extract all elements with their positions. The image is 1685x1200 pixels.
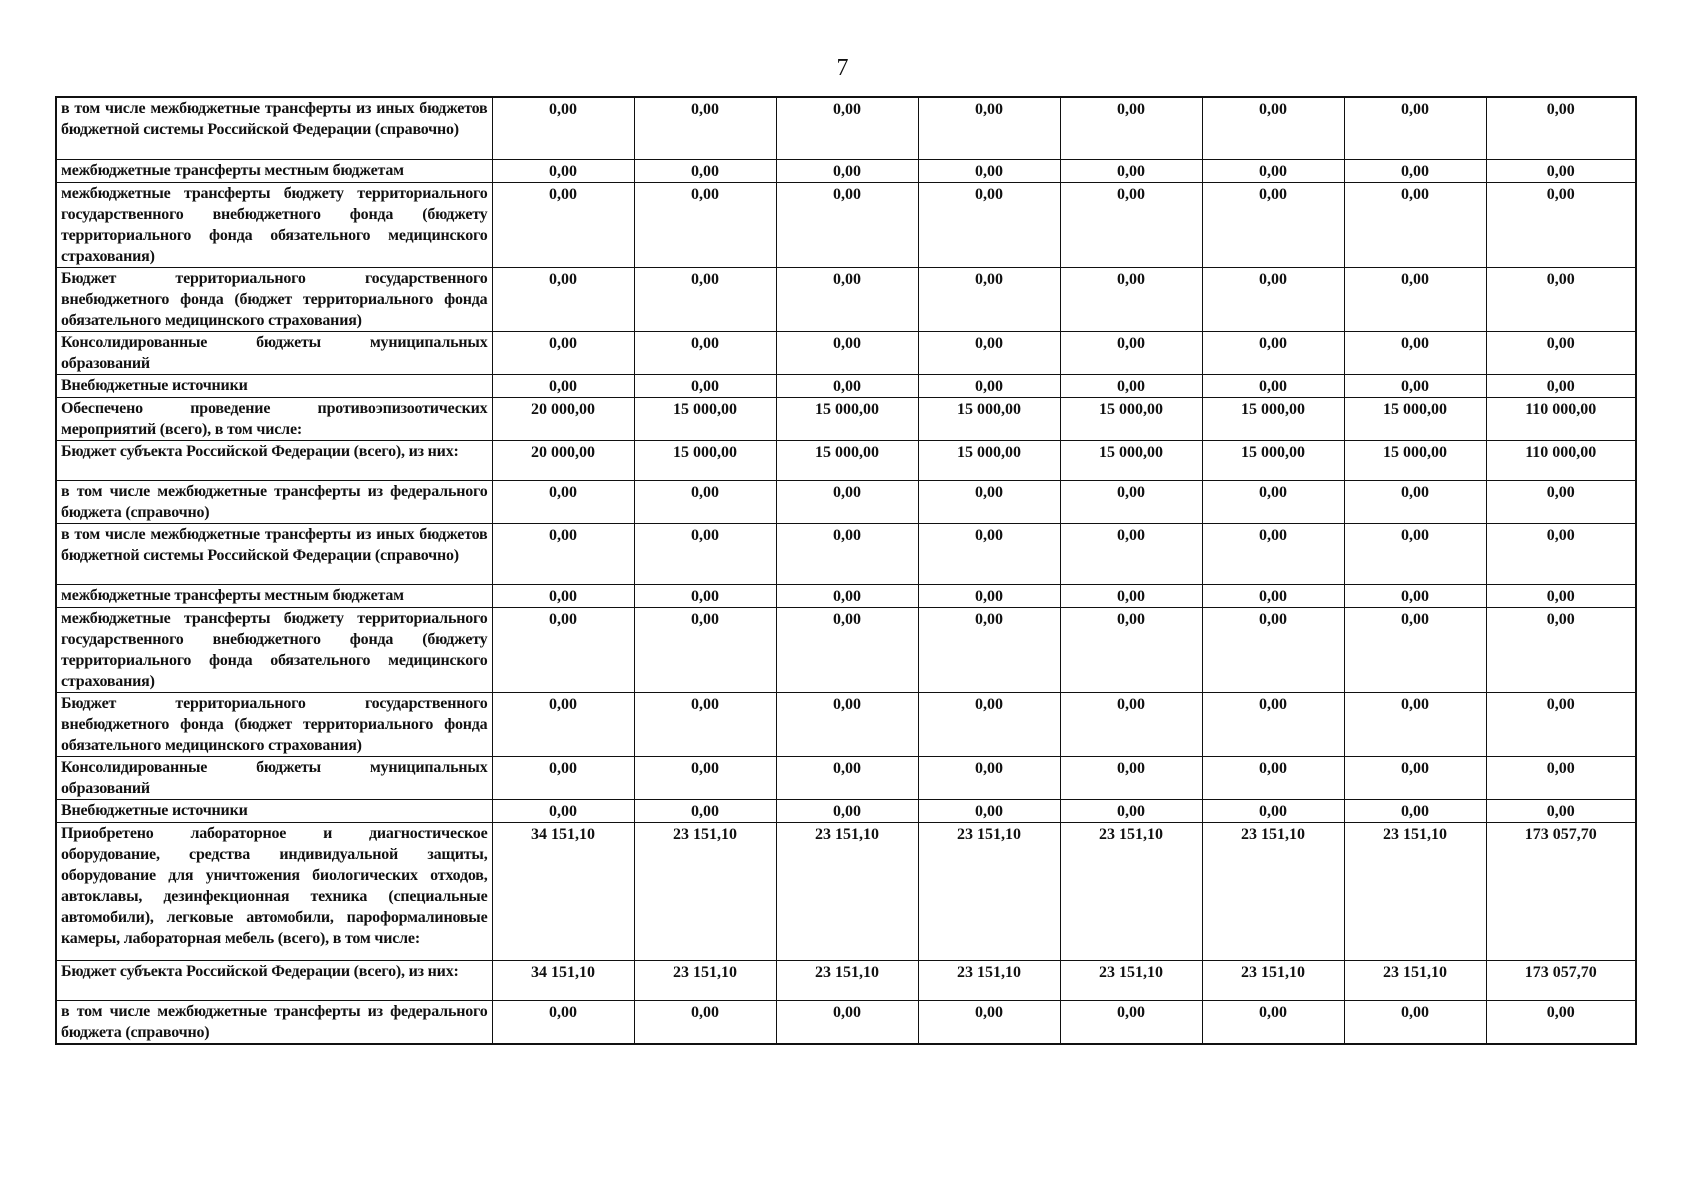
value-cell: 0,00 — [776, 97, 918, 159]
value-cell: 23 151,10 — [1344, 822, 1486, 960]
value-cell: 0,00 — [776, 480, 918, 523]
value-cell: 0,00 — [1060, 267, 1202, 331]
value-cell: 15 000,00 — [1202, 440, 1344, 480]
value-cell: 0,00 — [1344, 692, 1486, 756]
value-cell: 0,00 — [1060, 607, 1202, 692]
value-cell: 0,00 — [1060, 97, 1202, 159]
value-cell: 0,00 — [492, 692, 634, 756]
value-cell: 15 000,00 — [1344, 440, 1486, 480]
value-cell: 0,00 — [1060, 584, 1202, 607]
value-cell: 0,00 — [1060, 523, 1202, 584]
value-cell: 0,00 — [1344, 97, 1486, 159]
value-cell: 0,00 — [1202, 331, 1344, 374]
total-value-cell: 110 000,00 — [1486, 397, 1636, 440]
value-cell: 0,00 — [492, 1000, 634, 1044]
value-cell: 0,00 — [492, 756, 634, 799]
value-cell: 0,00 — [634, 97, 776, 159]
value-cell: 0,00 — [776, 799, 918, 822]
value-cell: 0,00 — [1344, 374, 1486, 397]
value-cell: 0,00 — [1202, 267, 1344, 331]
page-number: 7 — [836, 55, 849, 81]
value-cell: 15 000,00 — [1060, 397, 1202, 440]
value-cell: 23 151,10 — [1202, 822, 1344, 960]
value-cell: 0,00 — [1344, 799, 1486, 822]
value-cell: 0,00 — [1202, 97, 1344, 159]
total-value-cell: 0,00 — [1486, 331, 1636, 374]
table-row — [56, 374, 1636, 397]
row-label-cell: Консолидированные бюджеты муниципальных образований — [56, 756, 492, 799]
value-cell: 0,00 — [776, 374, 918, 397]
value-cell: 0,00 — [1202, 1000, 1344, 1044]
value-cell: 0,00 — [1060, 374, 1202, 397]
value-cell: 0,00 — [634, 607, 776, 692]
row-label-cell: Внебюджетные источники — [56, 374, 492, 397]
value-cell: 0,00 — [634, 480, 776, 523]
value-cell: 34 151,10 — [492, 960, 634, 1000]
value-cell: 0,00 — [492, 480, 634, 523]
value-cell: 0,00 — [634, 159, 776, 182]
value-cell: 23 151,10 — [634, 822, 776, 960]
value-cell: 0,00 — [1202, 480, 1344, 523]
total-value-cell: 0,00 — [1486, 97, 1636, 159]
total-value-cell: 0,00 — [1486, 756, 1636, 799]
value-cell: 0,00 — [492, 799, 634, 822]
value-cell: 0,00 — [918, 799, 1060, 822]
value-cell: 0,00 — [918, 1000, 1060, 1044]
value-cell: 0,00 — [776, 523, 918, 584]
row-label-cell: Консолидированные бюджеты муниципальных образований — [56, 331, 492, 374]
value-cell: 0,00 — [918, 607, 1060, 692]
budget-table — [55, 96, 1637, 1045]
value-cell: 0,00 — [776, 692, 918, 756]
row-label-cell: Бюджет субъекта Российской Федерации (всего), из них: — [56, 440, 492, 480]
value-cell: 0,00 — [1202, 523, 1344, 584]
value-cell: 0,00 — [776, 607, 918, 692]
table-row — [56, 1000, 1636, 1044]
value-cell: 20 000,00 — [492, 440, 634, 480]
value-cell: 0,00 — [634, 523, 776, 584]
value-cell: 23 151,10 — [634, 960, 776, 1000]
total-value-cell: 0,00 — [1486, 267, 1636, 331]
total-value-cell: 0,00 — [1486, 182, 1636, 267]
table-row — [56, 397, 1636, 440]
row-label-cell: Приобретено лабораторное и диагностическое оборудование, средства индивидуальной защиты, оборудование для уничтожения биологических отходов, автоклавы, дезинфекционная техника (специальные автомобили), легковые автомобили, пароформалиновые камеры, лабораторная мебель (всего), в том числе: — [56, 822, 492, 960]
table-row — [56, 331, 1636, 374]
value-cell: 0,00 — [1060, 756, 1202, 799]
table-row — [56, 584, 1636, 607]
value-cell: 0,00 — [776, 267, 918, 331]
total-value-cell: 173 057,70 — [1486, 822, 1636, 960]
value-cell: 0,00 — [776, 584, 918, 607]
table-row — [56, 523, 1636, 584]
value-cell: 0,00 — [1344, 523, 1486, 584]
table-row — [56, 182, 1636, 267]
total-value-cell: 0,00 — [1486, 1000, 1636, 1044]
value-cell: 0,00 — [1202, 584, 1344, 607]
value-cell: 0,00 — [492, 159, 634, 182]
value-cell: 0,00 — [918, 267, 1060, 331]
value-cell: 23 151,10 — [1344, 960, 1486, 1000]
table-row — [56, 97, 1636, 159]
value-cell: 0,00 — [918, 331, 1060, 374]
value-cell: 0,00 — [634, 267, 776, 331]
value-cell: 0,00 — [1202, 159, 1344, 182]
value-cell: 15 000,00 — [918, 440, 1060, 480]
value-cell: 0,00 — [1202, 756, 1344, 799]
value-cell: 15 000,00 — [634, 440, 776, 480]
value-cell: 15 000,00 — [1060, 440, 1202, 480]
value-cell: 0,00 — [1060, 692, 1202, 756]
value-cell: 0,00 — [634, 584, 776, 607]
value-cell: 0,00 — [1344, 159, 1486, 182]
value-cell: 0,00 — [918, 584, 1060, 607]
table-row — [56, 267, 1636, 331]
value-cell: 0,00 — [776, 159, 918, 182]
value-cell: 15 000,00 — [776, 397, 918, 440]
value-cell: 15 000,00 — [918, 397, 1060, 440]
row-label-cell: межбюджетные трансферты местным бюджетам — [56, 159, 492, 182]
row-label-cell: Бюджет территориального государственного внебюджетного фонда (бюджет территориального фонда обязательного медицинского страхования) — [56, 267, 492, 331]
total-value-cell: 0,00 — [1486, 799, 1636, 822]
value-cell: 0,00 — [918, 159, 1060, 182]
value-cell: 15 000,00 — [634, 397, 776, 440]
value-cell: 0,00 — [492, 374, 634, 397]
row-label-cell: межбюджетные трансферты бюджету территориального государственного внебюджетного фонда (бюджету территориального фонда обязательного медицинского страхования) — [56, 607, 492, 692]
value-cell: 0,00 — [918, 692, 1060, 756]
total-value-cell: 0,00 — [1486, 523, 1636, 584]
value-cell: 0,00 — [1344, 267, 1486, 331]
value-cell: 0,00 — [1344, 584, 1486, 607]
row-label-cell: в том числе межбюджетные трансферты из федерального бюджета (справочно) — [56, 480, 492, 523]
row-label-cell: в том числе межбюджетные трансферты из иных бюджетов бюджетной системы Российской Федерации (справочно) — [56, 97, 492, 159]
value-cell: 23 151,10 — [1060, 822, 1202, 960]
value-cell: 0,00 — [1060, 480, 1202, 523]
row-label-cell: Обеспечено проведение противоэпизоотических мероприятий (всего), в том числе: — [56, 397, 492, 440]
value-cell: 23 151,10 — [1202, 960, 1344, 1000]
value-cell: 20 000,00 — [492, 397, 634, 440]
value-cell: 0,00 — [492, 584, 634, 607]
value-cell: 23 151,10 — [918, 822, 1060, 960]
value-cell: 0,00 — [918, 97, 1060, 159]
value-cell: 34 151,10 — [492, 822, 634, 960]
value-cell: 0,00 — [492, 607, 634, 692]
table-row — [56, 480, 1636, 523]
row-label-cell: межбюджетные трансферты бюджету территориального государственного внебюджетного фонда (бюджету территориального фонда обязательного медицинского страхования) — [56, 182, 492, 267]
value-cell: 0,00 — [1344, 480, 1486, 523]
value-cell: 0,00 — [634, 374, 776, 397]
value-cell: 0,00 — [776, 756, 918, 799]
table-row — [56, 607, 1636, 692]
value-cell: 0,00 — [1060, 159, 1202, 182]
value-cell: 0,00 — [634, 692, 776, 756]
value-cell: 23 151,10 — [776, 822, 918, 960]
value-cell: 0,00 — [492, 267, 634, 331]
value-cell: 0,00 — [492, 331, 634, 374]
table-row — [56, 799, 1636, 822]
table-row — [56, 692, 1636, 756]
value-cell: 23 151,10 — [918, 960, 1060, 1000]
value-cell: 0,00 — [634, 1000, 776, 1044]
value-cell: 0,00 — [776, 1000, 918, 1044]
value-cell: 15 000,00 — [776, 440, 918, 480]
total-value-cell: 110 000,00 — [1486, 440, 1636, 480]
value-cell: 0,00 — [634, 799, 776, 822]
table-row — [56, 960, 1636, 1000]
total-value-cell: 0,00 — [1486, 374, 1636, 397]
row-label-cell: Бюджет субъекта Российской Федерации (всего), из них: — [56, 960, 492, 1000]
value-cell: 0,00 — [918, 182, 1060, 267]
value-cell: 0,00 — [1344, 607, 1486, 692]
value-cell: 0,00 — [1202, 692, 1344, 756]
table-row — [56, 756, 1636, 799]
row-label-cell: в том числе межбюджетные трансферты из федерального бюджета (справочно) — [56, 1000, 492, 1044]
value-cell: 15 000,00 — [1344, 397, 1486, 440]
value-cell: 0,00 — [776, 182, 918, 267]
value-cell: 0,00 — [918, 374, 1060, 397]
value-cell: 0,00 — [492, 523, 634, 584]
value-cell: 0,00 — [634, 331, 776, 374]
table-row — [56, 440, 1636, 480]
value-cell: 0,00 — [776, 331, 918, 374]
row-label-cell: Бюджет территориального государственного внебюджетного фонда (бюджет территориального фонда обязательного медицинского страхования) — [56, 692, 492, 756]
value-cell: 0,00 — [1202, 799, 1344, 822]
value-cell: 0,00 — [1202, 607, 1344, 692]
row-label-cell: межбюджетные трансферты местным бюджетам — [56, 584, 492, 607]
table-row — [56, 822, 1636, 960]
value-cell: 0,00 — [492, 97, 634, 159]
value-cell: 0,00 — [1344, 1000, 1486, 1044]
value-cell: 0,00 — [1344, 756, 1486, 799]
value-cell: 0,00 — [634, 756, 776, 799]
value-cell: 0,00 — [918, 480, 1060, 523]
table-row — [56, 159, 1636, 182]
value-cell: 0,00 — [1344, 331, 1486, 374]
row-label-cell: Внебюджетные источники — [56, 799, 492, 822]
value-cell: 0,00 — [1202, 182, 1344, 267]
total-value-cell: 0,00 — [1486, 159, 1636, 182]
value-cell: 0,00 — [918, 756, 1060, 799]
budget-table-body — [56, 97, 1636, 1044]
value-cell: 0,00 — [1060, 1000, 1202, 1044]
value-cell: 0,00 — [1344, 182, 1486, 267]
value-cell: 0,00 — [634, 182, 776, 267]
value-cell: 0,00 — [1202, 374, 1344, 397]
value-cell: 0,00 — [1060, 182, 1202, 267]
total-value-cell: 0,00 — [1486, 607, 1636, 692]
value-cell: 0,00 — [1060, 799, 1202, 822]
value-cell: 0,00 — [1060, 331, 1202, 374]
row-label-cell: в том числе межбюджетные трансферты из иных бюджетов бюджетной системы Российской Федерации (справочно) — [56, 523, 492, 584]
total-value-cell: 0,00 — [1486, 692, 1636, 756]
value-cell: 15 000,00 — [1202, 397, 1344, 440]
budget-table-container — [55, 96, 1635, 1045]
total-value-cell: 0,00 — [1486, 584, 1636, 607]
value-cell: 23 151,10 — [776, 960, 918, 1000]
value-cell: 23 151,10 — [1060, 960, 1202, 1000]
total-value-cell: 0,00 — [1486, 480, 1636, 523]
value-cell: 0,00 — [918, 523, 1060, 584]
value-cell: 0,00 — [492, 182, 634, 267]
total-value-cell: 173 057,70 — [1486, 960, 1636, 1000]
